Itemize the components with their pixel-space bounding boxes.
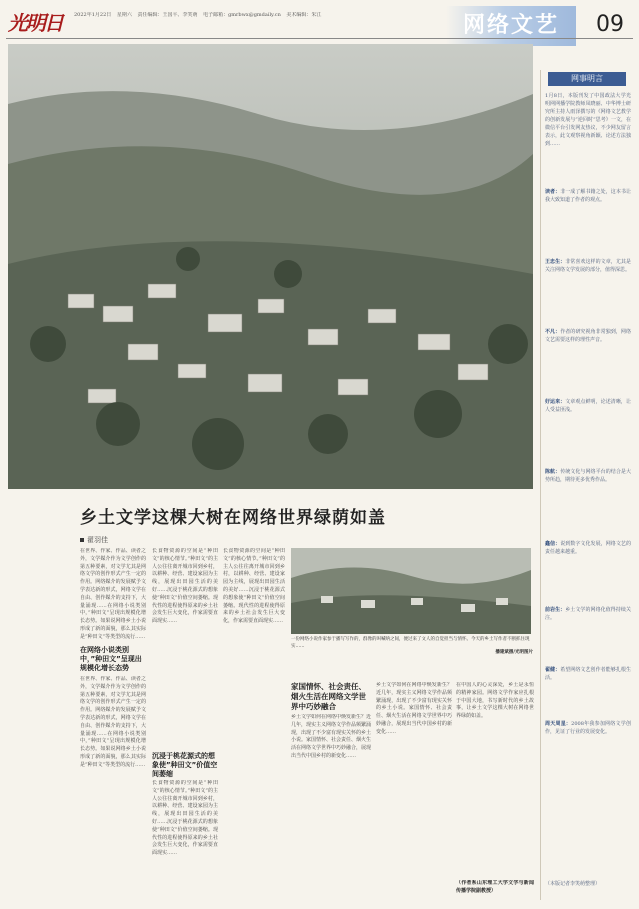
photo-credit: 播建斌摄/光明图片 <box>495 650 533 655</box>
issue-date: 2022年1月22日 <box>74 12 112 18</box>
photo-caption <box>291 637 533 657</box>
header-meta <box>74 12 414 19</box>
comment-user: 陈航： <box>545 469 561 475</box>
article-column-6: 在中国人的心灵深处，乡土是永恒的精神家园。网络文学作家应扎根于中国大地，书写新时代的乡土故事，让乡土文学这棵大树在网络世界绿荫如盖。 <box>456 682 534 720</box>
comment-user: 鑫信： <box>545 541 561 547</box>
comment-user: 周天周星： <box>545 721 572 727</box>
author-note: （作者系山东理工大学文学与新闻传播学院副教授） <box>456 880 534 894</box>
article-column-2b: 长食物资源的空间是”种田文”的核心情节。”种田文”的主人公往往离开城市回到乡村，以耕种、经营、建设家园为主线，展现出田园生活的美好……沉浸于桃花源式的想象使”种田文”价值空间萎缩。现代性的进程使得原来的乡土社会发生巨大变化，作家需要直面现实…… <box>152 780 218 857</box>
sidebar-comment <box>545 398 631 414</box>
comment-text: 文章观点鲜明，论述清晰，让人受益匪浅。 <box>545 399 631 413</box>
comment-text: 2008年我参加网络文学创作，见证了行业的发展变化。 <box>545 721 631 735</box>
comment-user: 翟健： <box>545 667 561 673</box>
comment-text: 非常喜欢这样的文章，尤其是关注网络文学发展的部分，值得深思。 <box>545 259 631 273</box>
comment-text: 乡土文学的网络化值得持续关注。 <box>545 607 631 621</box>
section-banner: 网络文艺 <box>446 6 576 46</box>
subhead-1: 在网络小说类别中，”种田文”呈现出规模化增长态势 <box>80 646 142 672</box>
article-column-2a: 长食物资源的空间是”种田文”的核心情节。”种田文”的主人公往往离开城市回到乡村，以耕种、经营、建设家园为主线，展现出田园生活的美好……沉浸于桃花源式的想象使”种田文”价值空间萎缩。现代性的进程使得原来的乡土社会发生巨大变化，作家需要直面现实…… <box>152 548 218 625</box>
sidebar-comment <box>545 720 631 736</box>
main-photo <box>8 44 533 489</box>
comment-user: 不凡： <box>545 329 561 335</box>
sidebar-comment <box>545 606 631 622</box>
sidebar-comment <box>545 468 631 484</box>
article-title: 乡土文学这棵大树在网络世界绿荫如盖 <box>80 508 386 528</box>
email-credit: 电子邮箱：gmrbwx@gmdaily.cn <box>203 12 281 18</box>
sidebar-comment <box>545 188 631 204</box>
masthead-logo: 光明日 <box>8 11 62 35</box>
article-column-1b: 在世界、作家、作品、读者之外，文学媒介作为文学创作的第五种要素，对文学尤其是网络文学的创作形式产生一定的作用。网络媒介的发展赋予文学表达新的形式，网络文学在自由、创作媒介的支持下，大量涌现……在网络小说类别中，”种田文”呈现出规模化增长态势。如果说网络乡土小说形成了新的面貌，那么其实际是”种田文”等类型的流行…… <box>80 676 146 768</box>
comment-text: 非一成了解书籍之处，这本书让我大致知道了作者的观点。 <box>545 189 631 203</box>
article-column-5: 乡土文学如何在网络中焕发新生？近几年，现实主义网络文学作品频繁涌现，出现了不少富有现实关怀的乡土小说。家国情怀、社会责任、烟火生活在网络文学世界中巧妙融合，展现出当代中国乡村的新变化…… <box>376 682 452 735</box>
comment-user: 读者： <box>545 189 561 195</box>
comment-text: 希望网络文艺创作者能够扎根生活。 <box>545 667 631 681</box>
article-column-3: 长食物资源的空间是”种田文”的核心情节。”种田文”的主人公往往离开城市回到乡村，以耕种、经营、建设家园为主线，展现出田园生活的美好……沉浸于桃花源式的想象使”种田文”价值空间萎缩。现代性的进程使得原来的乡土社会发生巨大变化，作家需要直面现实…… <box>223 548 285 625</box>
sidebar-comment <box>545 540 631 556</box>
article-author: 翟羽佳 <box>80 535 108 545</box>
article-column-4: 乡土文学如何在网络中焕发新生？近几年，现实主义网络文学作品频繁涌现，出现了不少富有现实关怀的乡土小说。家国情怀、社会责任、烟火生活在网络文学世界中巧妙融合，展现出当代中国乡村的新变化…… <box>291 714 371 759</box>
sidebar-tag: 网事明言 <box>548 72 626 86</box>
sidebar-footer-note: （本版记者李笑萌整理） <box>545 881 601 887</box>
sidebar-comment <box>545 328 631 344</box>
header-rule <box>6 38 633 39</box>
editor-credit: 责任编辑：王国平、李笑萌 <box>137 12 198 18</box>
comment-user: 好运来： <box>545 399 566 405</box>
comment-text: 作者的研究视角非常独到，网络文艺需要这样的理性声音。 <box>545 329 631 343</box>
page-number: 09 <box>596 12 624 37</box>
caption-text: 一份网络小说作家参于播写写作的，群像的叫喊呐之间，便过来了文人的自觉担当与情怀。今天的乡土写作者不断抓住现实…… <box>291 637 530 649</box>
comment-user: 王忠生： <box>545 259 566 265</box>
sidebar-intro: 1月8日，本版刊发了中国政法大学光明网网播学院教师凤晓丽、中华博士研究所主持人雨泽撰写的《网络文艺教学的创新发展与”逆回时”思考》一文，在微信平台引发网友热议，不少网友留言表示，此文观察视角新颖、论述方法独到…… <box>545 93 631 147</box>
article-photo <box>291 548 531 634</box>
subhead-3: 家国情怀、社会责任、烟火生活在网络文学世界中巧妙融合 <box>291 682 366 711</box>
designer-credit: 美术编辑：朱江 <box>286 12 322 18</box>
sidebar-comment <box>545 666 631 682</box>
comment-text: 说到数字文化发展，网络文艺的责任越来越重。 <box>545 541 631 555</box>
article-column-1a: 在世界、作家、作品、读者之外，文学媒介作为文学创作的第五种要素，对文学尤其是网络文学的创作形式产生一定的作用。网络媒介的发展赋予文学表达新的形式，网络文学在自由、创作媒介的支持下，大量涌现……在网络小说类别中，”种田文”呈现出规模化增长态势。如果说网络乡土小说形成了新的面貌，那么其实际是”种田文”等类型的流行…… <box>80 548 146 640</box>
comment-user: 前岩生： <box>545 607 566 613</box>
comment-text: 传统文化与网络平台的结合是大势所趋，期待更多优秀作品。 <box>545 469 631 483</box>
subhead-2: 沉浸于桃花源式的想象使”种田文”价值空间萎缩 <box>152 752 218 778</box>
issue-weekday: 星期六 <box>116 12 132 18</box>
sidebar-comment <box>545 258 631 274</box>
